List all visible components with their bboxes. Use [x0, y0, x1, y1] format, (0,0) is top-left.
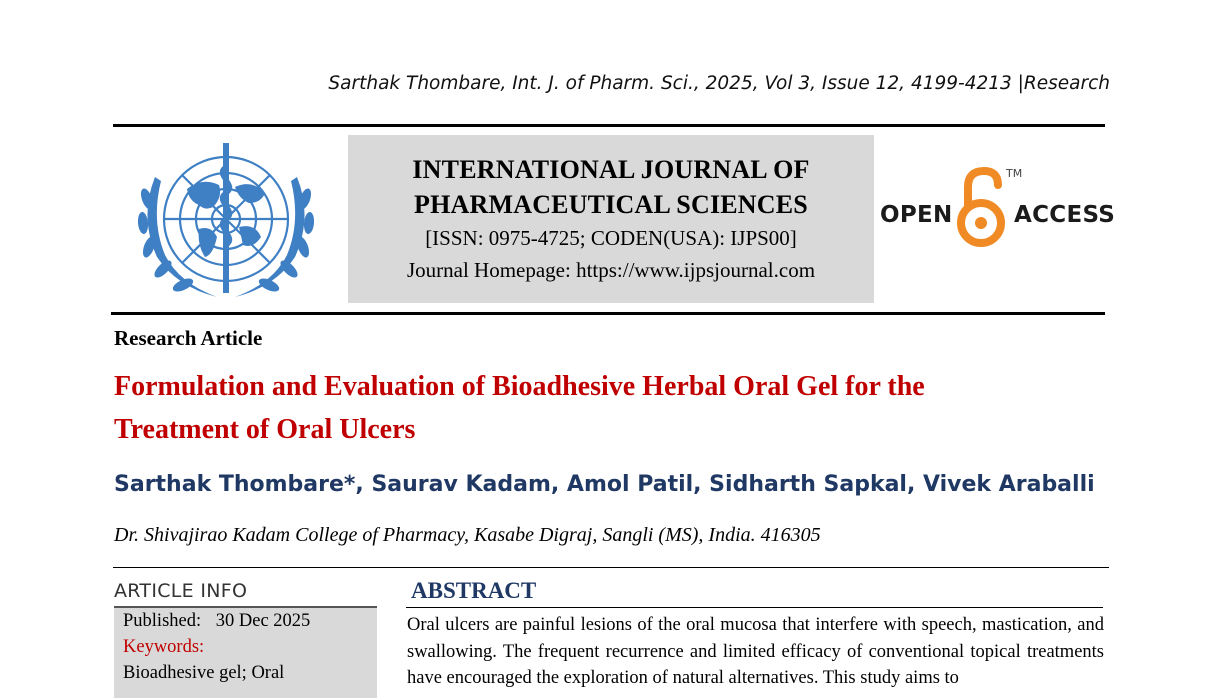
- padlock-icon: [954, 165, 1008, 251]
- author-affiliation: Dr. Shivajirao Kadam College of Pharmacy, Kasabe Digraj, Sangli (MS), India. 416305: [114, 524, 821, 546]
- journal-homepage: Journal Homepage: https://www.ijpsjournal.com: [406, 258, 816, 282]
- journal-banner: [348, 135, 874, 303]
- trademark-mark: TM: [1006, 167, 1023, 180]
- article-info-box: [114, 608, 377, 698]
- published-label: Published:: [123, 611, 202, 631]
- published-date: 30 Dec 2025: [215, 611, 311, 631]
- article-title-line2: Treatment of Oral Ulcers: [114, 414, 416, 445]
- abstract-rule: [406, 607, 1103, 608]
- journal-emblem-logo: [127, 137, 325, 307]
- keywords-label: Keywords:: [123, 637, 205, 657]
- journal-name-line2: PHARMACEUTICAL SCIENCES: [414, 190, 808, 219]
- author-list: Sarthak Thombare*, Saurav Kadam, Amol Patil, Sidharth Sapkal, Vivek Araballi: [114, 472, 1095, 497]
- affiliation-rule: [113, 567, 1109, 568]
- abstract-body: Oral ulcers are painful lesions of the oral mucosa that interfere with speech, mastication, and swallowing. The frequent recurrence and limited efficacy of conventional topical treatments have encouraged the exploration of natural alternatives. This study aims to: [407, 615, 1104, 688]
- published-row: [123, 608, 377, 634]
- header-bottom-rule: [111, 312, 1105, 315]
- article-title: [114, 365, 1094, 451]
- journal-issn: [ISSN: 0975-4725; CODEN(USA): IJPS00]: [425, 226, 797, 250]
- keywords-value: Bioadhesive gel; Oral: [123, 663, 285, 683]
- open-access-logo: [880, 165, 1116, 255]
- open-access-label-access: ACCESS: [1014, 202, 1116, 228]
- article-info-heading: ARTICLE INFO: [114, 580, 248, 602]
- article-title-line1: Formulation and Evaluation of Bioadhesive Herbal Oral Gel for the: [114, 371, 925, 402]
- open-access-label-open: OPEN: [880, 202, 953, 228]
- header-top-rule: [113, 124, 1105, 127]
- journal-name-line1: INTERNATIONAL JOURNAL OF: [412, 155, 810, 184]
- article-type: Research Article: [114, 326, 263, 350]
- abstract-heading: ABSTRACT: [411, 578, 537, 603]
- journal-citation: Sarthak Thombare, Int. J. of Pharm. Sci., 2025, Vol 3, Issue 12, 4199-4213 |Research: [328, 73, 1110, 94]
